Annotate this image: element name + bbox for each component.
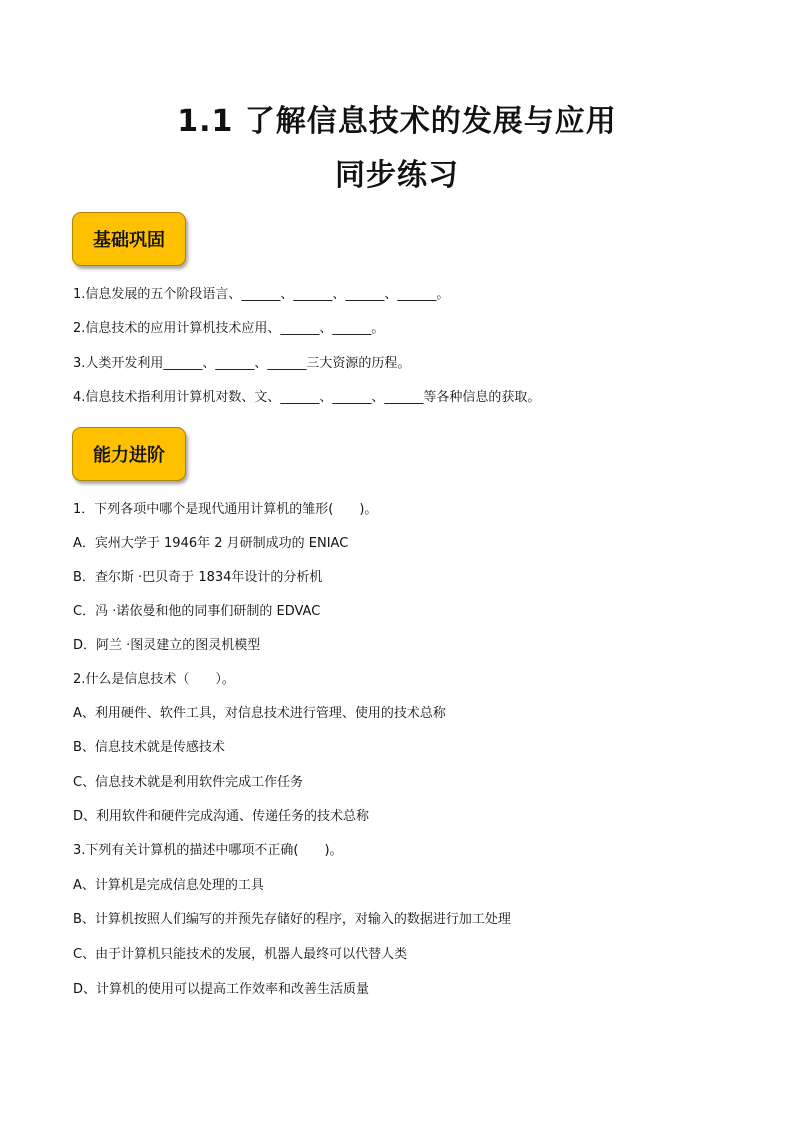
section-badge-basic: 基础巩固 xyxy=(72,212,186,266)
advanced-q3-option-c: C、由于计算机只能技术的发展，机器人最终可以代替人类 xyxy=(73,947,408,962)
advanced-q3-option-b: B、计算机按照人们编写的并预先存储好的程序，对输入的数据进行加工处理 xyxy=(73,912,511,927)
basic-question-4: 4.信息技术指利用计算机对数、文、______、______、______等各种信息的获取。 xyxy=(73,390,541,405)
advanced-question-3: 3.下列有关计算机的描述中哪项不正确( )。 xyxy=(73,843,343,858)
advanced-question-1: 1．下列各项中哪个是现代通用计算机的雏形( )。 xyxy=(73,502,378,517)
advanced-q1-option-c: C．冯 ·诺依曼和他的同事们研制的 EDVAC xyxy=(73,604,321,619)
basic-question-1: 1.信息发展的五个阶段语言、______、______、______、______。 xyxy=(73,287,450,302)
document-subtitle: 同步练习 xyxy=(335,158,459,193)
advanced-question-2: 2.什么是信息技术（ ）。 xyxy=(73,672,235,687)
advanced-q1-option-a: A．宾州大学于 1946年 2 月研制成功的 ENIAC xyxy=(73,536,349,551)
advanced-q2-option-c: C、信息技术就是利用软件完成工作任务 xyxy=(73,775,304,790)
advanced-q3-option-d: D、计算机的使用可以提高工作效率和改善生活质量 xyxy=(73,982,370,997)
basic-question-3: 3.人类开发利用______、______、______三大资源的历程。 xyxy=(73,356,411,371)
basic-question-2: 2.信息技术的应用计算机技术应用、______、______。 xyxy=(73,321,385,336)
advanced-q2-option-a: A、利用硬件、软件工具，对信息技术进行管理、使用的技术总称 xyxy=(73,706,446,721)
advanced-q1-option-d: D．阿兰 ·图灵建立的图灵机模型 xyxy=(73,638,261,653)
document-title: 1.1 了解信息技术的发展与应用 xyxy=(177,104,617,139)
advanced-q1-option-b: B．查尔斯 ·巴贝奇于 1834年设计的分析机 xyxy=(73,570,323,585)
section-badge-advanced: 能力进阶 xyxy=(72,427,186,481)
advanced-q2-option-d: D、利用软件和硬件完成沟通、传递任务的技术总称 xyxy=(73,809,370,824)
advanced-q3-option-a: A、计算机是完成信息处理的工具 xyxy=(73,878,264,893)
advanced-q2-option-b: B、信息技术就是传感技术 xyxy=(73,740,225,755)
